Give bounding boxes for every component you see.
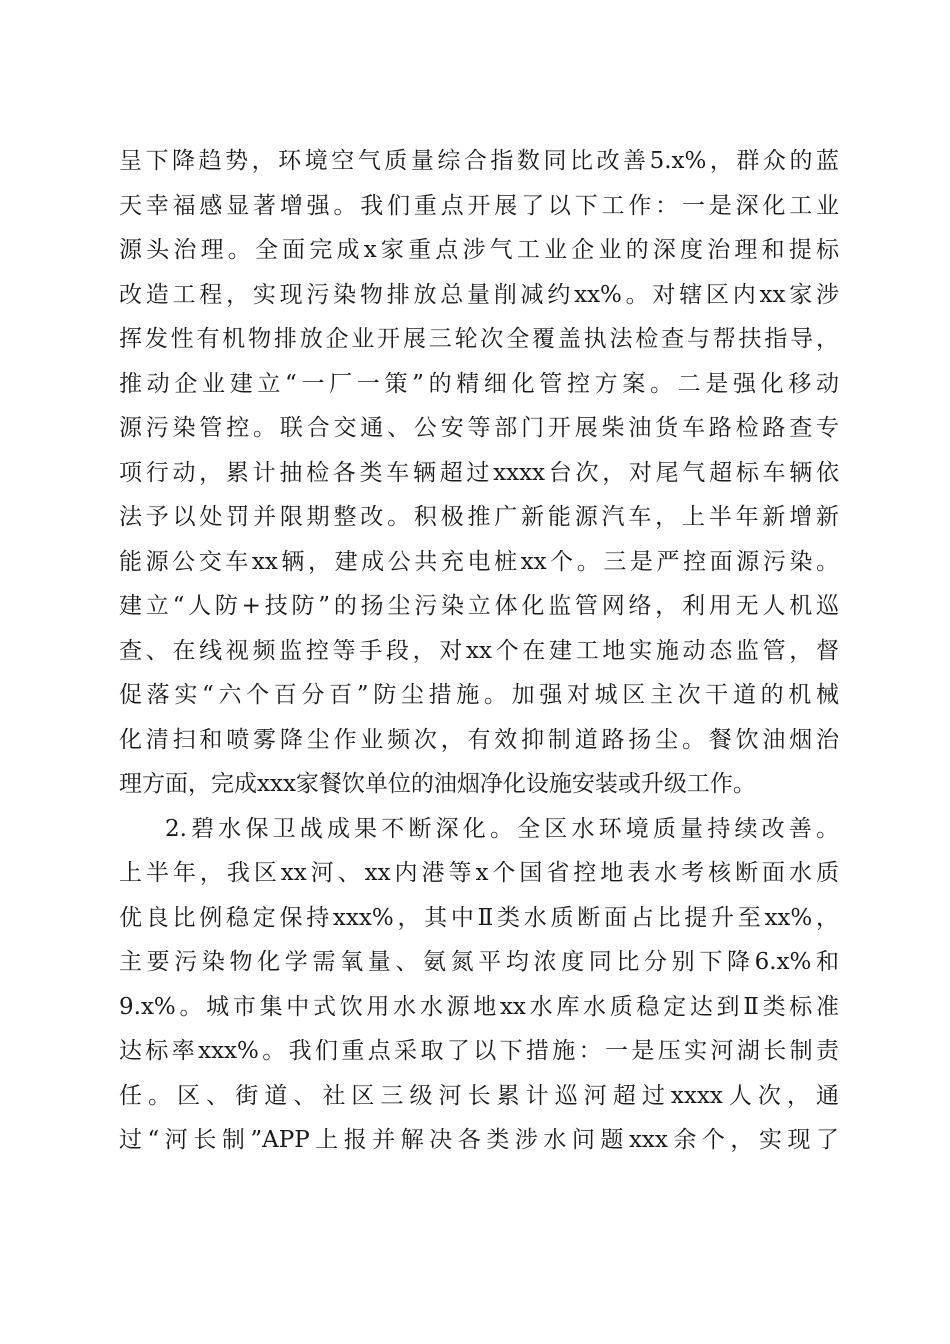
text-line: 达标率xxx%。我们重点采取了以下措施：一是压实河湖长制责 xyxy=(119,1038,839,1064)
text-line: 呈下降趋势，环境空气质量综合指数同比改善5.x%，群众的蓝 xyxy=(119,148,839,174)
paragraph-end-line: 理方面，完成xxx家餐饮单位的油烟净化设施安装或升级工作。 xyxy=(119,771,756,797)
text-line: 查、在线视频监控等手段，对xx个在建工地实施动态监管，督 xyxy=(119,637,839,664)
section-heading-line: 2.碧水保卫战成果不断深化。全区水环境质量持续改善。 xyxy=(165,815,839,842)
text-line: 化清扫和喷雾降尘作业频次，有效抑制道路扬尘。餐饮油烟治 xyxy=(119,726,839,753)
text-line: 促落实“六个百分百”防尘措施。加强对城区主次干道的机械 xyxy=(119,682,839,708)
text-line: 建立“人防+技防”的扬尘污染立体化监管网络，利用无人机巡 xyxy=(119,593,839,619)
text-line: 挥发性有机物排放企业开展三轮次全覆盖执法检查与帮扶指导， xyxy=(119,326,839,352)
text-line: 法予以处罚并限期整改。积极推广新能源汽车，上半年新增新 xyxy=(119,504,839,530)
text-line: 过“河长制”APP上报并解决各类涉水问题xxx余个，实现了 xyxy=(119,1127,839,1153)
text-line: 能源公交车xx辆，建成公共充电桩xx个。三是严控面源污染。 xyxy=(119,548,839,575)
text-line: 天幸福感显著增强。我们重点开展了以下工作：一是深化工业 xyxy=(119,192,839,219)
text-line: 上半年，我区xx河、xx内港等x个国省控地表水考核断面水质 xyxy=(119,860,839,886)
text-line: 优良比例稳定保持xxx%，其中Ⅱ类水质断面占比提升至xx%， xyxy=(119,904,839,931)
text-line: 源污染管控。联合交通、公安等部门开展柴油货车路检路查专 xyxy=(119,415,839,441)
body-text xyxy=(119,139,839,1163)
text-line: 推动企业建立“一厂一策”的精细化管控方案。二是强化移动 xyxy=(119,370,839,397)
text-line: 改造工程，实现污染物排放总量削减约xx%。对辖区内xx家涉 xyxy=(119,281,839,308)
text-line: 任。区、街道、社区三级河长累计巡河超过xxxx人次，通 xyxy=(119,1082,839,1109)
text-line: 9.x%。城市集中式饮用水水源地xx水库水质稳定达到Ⅱ类标准 xyxy=(119,993,839,1020)
text-line: 项行动，累计抽检各类车辆超过xxxx台次，对尾气超标车辆依 xyxy=(119,459,839,486)
text-line: 源头治理。全面完成x家重点涉气工业企业的深度治理和提标 xyxy=(119,237,839,263)
text-line: 主要污染物化学需氧量、氨氮平均浓度同比分别下降6.x%和 xyxy=(119,949,839,975)
